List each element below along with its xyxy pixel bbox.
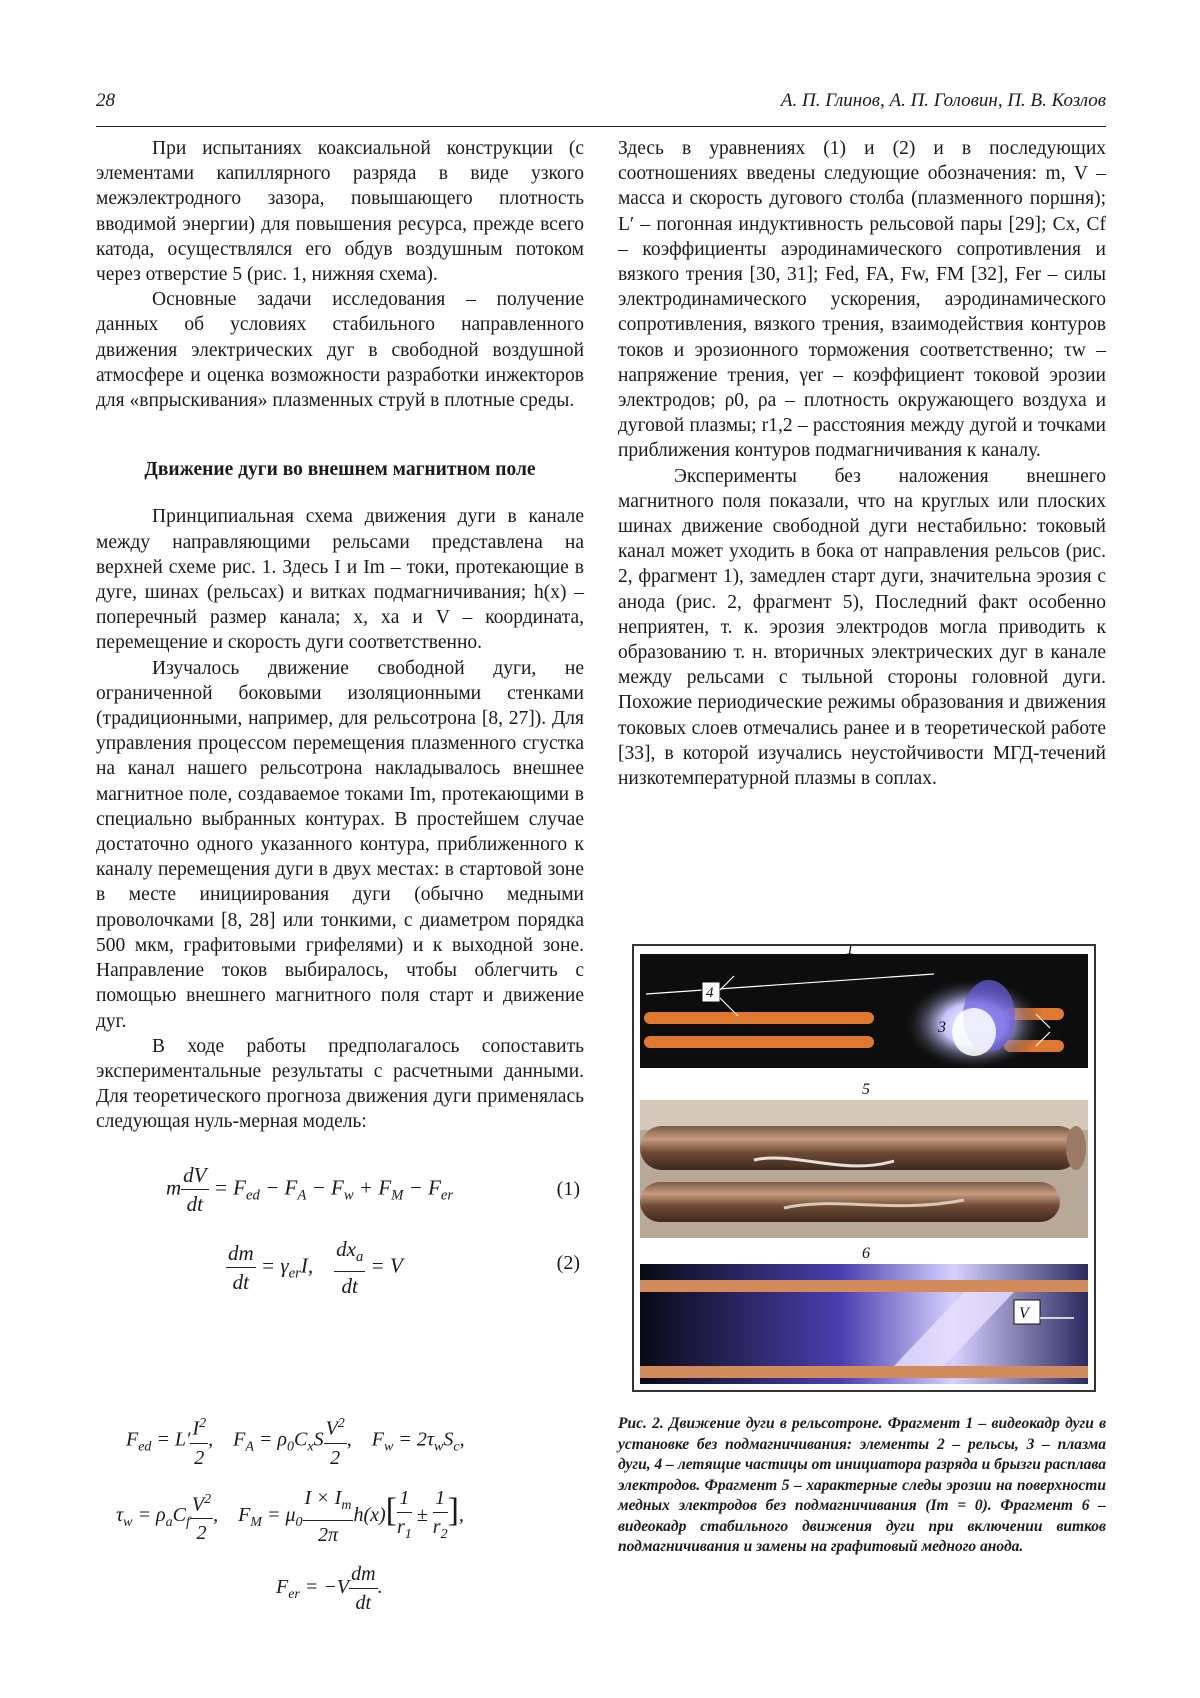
definition-formulas: $F_{ed} = L'$ $\frac{I^2}{2}$ , $F_A = \rho_0C_xS$ $\frac{V^2}{2}$ , $F_w = 2\tau_wS_c$, $\tau_w = \rho_aC_f$ $\frac{V^2}{2}$ , $F_M = \mu_0$ $\frac{I \times I_m}{2\pi}$ h(x)[ $\frac{1}{r_1}$ ± $\frac{1}{r_2}$ ], $F_{er} = -V$ $\frac{dm}{dt}$ . <box>96 1410 584 1640</box>
page-number: 28 <box>96 90 115 111</box>
equation-number: (1) <box>556 1177 580 1200</box>
paragraph: Изучалось движение свободной дуги, не ограниченной боковыми изоляционными стенками (традиционными, например, для рельсотрона [8, 27]). Для управления процессом перемещения плазменного сгустка на канал нашего рельсотрона накладывалось внешнее магнитное поле, создаваемое токами Im, протекающими в специально выбранных контурах. В простейшем случае достаточно одного указанного контура, приближенного к каналу перемещения дуги в двух местах: в стартовой зоне в месте инициирования дуги (обычно медными проволочками [8, 28] или тонкими, с диаметром порядка 500 мкм, графитовыми грифелями) и к выходной зоне. Направление токов выбиралось, чтобы облегчить с помощью внешнего магнитного поля старт и движение дуг. <box>96 657 584 1032</box>
section-heading: Движение дуги во внешнем магнитном поле <box>144 459 536 481</box>
fragment-6-photo <box>640 1264 1088 1384</box>
fragment-1-photo <box>640 946 1088 1070</box>
paragraph: Здесь в уравнениях (1) и (2) и в последующих соотношениях введены следующие обозначения: m, V – масса и скорость дугового столба (плазменного поршня); L′ – погонная индуктивность рельсовой пары [29]; Cx, Cf – коэффициенты аэродинамического сопротивления и вязкого трения [30, 31]; Fed, FA, Fw, FM [32], Fer – силы электродинамического ускорения, аэродинамического сопротивления, вязкого трения, взаимодействия контуров токов и эрозионного торможения соответственно; τw – напряжение трения, γer – коэффициент токовой эрозии электродов; ρ0, ρa – плотность окружающего воздуха и дуговой плазмы; r1,2 – расстояния между дугой и точками приближения контуров подмагничивания к каналу. <box>618 138 1106 462</box>
label-4: 4 <box>706 985 714 1001</box>
figure-caption: Рис. 2. Движение дуги в рельсотроне. Фрагмент 1 – видеокадр дуги в установке без подмагничивания: элементы 2 – рельсы, 3 – плазма дуги, 4 – летящие частицы от инициатора разряда и брызги расплава электродов. Фрагмент 5 – характерные следы эрозии на поверхности медных электродов без подмагничивания (Im = 0). Фрагмент 6 – видеокадр стабильного движения дуги при включении витков подмагничивания и замены на графитовый медного анода. <box>618 1415 1106 1555</box>
paragraph: В ходе работы предполагалось сопоставить экспериментальные результаты с расчетными данными. Для теоретического прогноза движения дуги применялась следующая нуль-мерная модель: <box>96 1035 584 1133</box>
paragraph: Принципиальная схема движения дуги в канале между направляющими рельсами представлена на верхней схеме рис. 1. Здесь I и Im – токи, протекающие в дуге, шинах (рельсах) и витках подмагничивания; h(x) – поперечный размер канала; x, xa и V – координата, перемещение и скорость дуги соответственно. <box>96 506 584 654</box>
rail <box>644 1012 874 1024</box>
running-authors: А. П. Глинов, А. П. Головин, П. В. Козлов <box>780 90 1106 111</box>
fragment-5-photo <box>640 1100 1088 1238</box>
label-3: 3 <box>938 1019 946 1036</box>
rail <box>640 1280 1088 1292</box>
paragraph: Эксперименты без наложения внешнего магнитного поля показали, что на круглых или плоских шинах движение свободной дуги нестабильно: токовый канал может уходить в бока от направления рельсов (рис. 2, фрагмент 1), замедлен старт дуги, значительна эрозия с анода (рис. 2, фрагмент 5), Последний факт особенно неприятен, т. к. эрозия электродов могла приводить к образованию т. н. вторичных электрических дуг в канале между рельсами с тыльной стороны головной дуги. Похожие периодические режимы образования и движения токовых слоев отмечались ранее и в теоретической работе [33], в которой изучались неустойчивости МГД-течений низкотемпературной плазмы в соплах. <box>618 465 1106 790</box>
equation-2: $\frac{dm}{dt}$ = $\gamma_{er}I$, $\frac{dx_a}{dt}$ = V (2) <box>228 1236 580 1298</box>
figure-2 <box>632 944 1096 1392</box>
paragraph: При испытаниях коаксиальной конструкции (с элементами капиллярного разряда в виде узкого межэлектродного зазора, повышающего плотность вводимой энергии) для повышения ресурса, прежде всего катода, осуществлялся его обдув воздушным потоком через отверстие 5 (рис. 1, нижняя схема). <box>96 138 584 286</box>
label-v: V <box>1019 1305 1029 1322</box>
page-header <box>96 90 1106 127</box>
right-column <box>618 136 1106 791</box>
label-1: 1 <box>846 946 854 958</box>
equation-number: (2) <box>556 1251 580 1274</box>
label-5: 5 <box>862 1081 870 1098</box>
left-column <box>96 136 584 1301</box>
figure-photos <box>634 946 1094 1390</box>
label-2: 2 <box>1052 1023 1060 1040</box>
rail <box>644 1036 874 1048</box>
rail <box>640 1366 1088 1378</box>
equation-1: m $\frac{dV}{dt}$ = $F_{ed} - F_A - F_w + F_M - F_{er}$ (1) <box>166 1162 580 1216</box>
label-6: 6 <box>862 1245 870 1262</box>
paragraph: Основные задачи исследования – получение данных об условиях стабильного направленного движения электрических дуг в свободной воздушной атмосфере и оценка возможности разработки инжекторов для «впрыскивания» плазменных струй в плотные среды. <box>96 289 584 412</box>
